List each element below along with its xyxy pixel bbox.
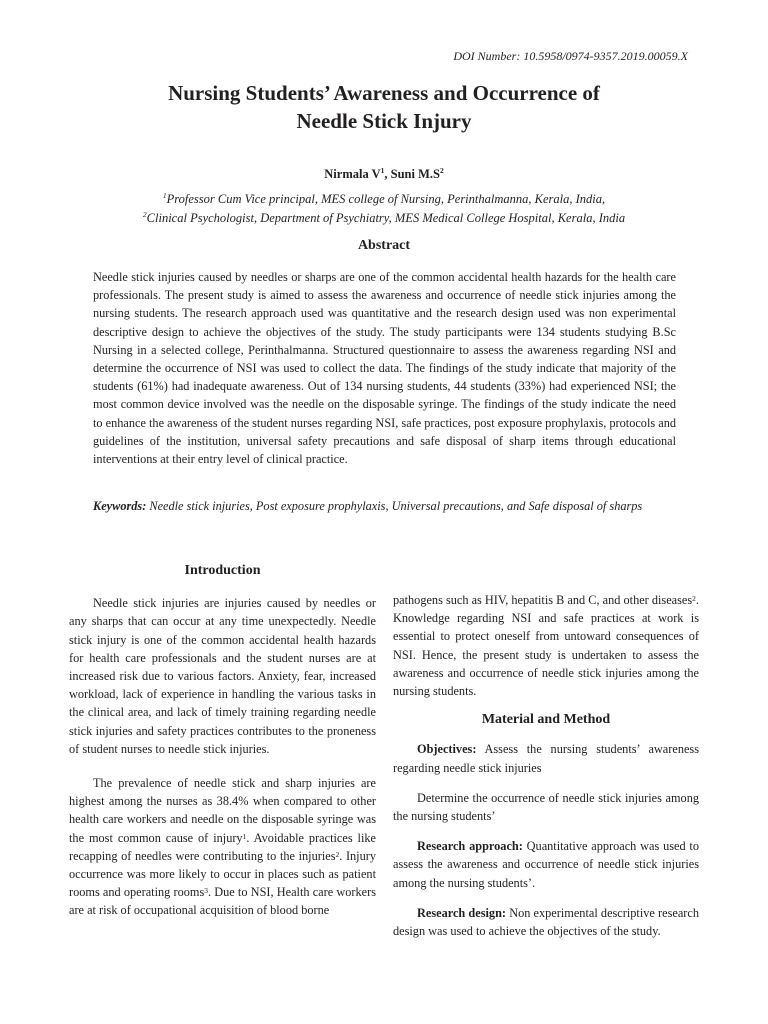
affiliation-1 xyxy=(0,192,768,207)
research-approach-paragraph xyxy=(393,837,699,892)
title-line-1: Nursing Students’ Awareness and Occurrence of xyxy=(168,81,600,105)
author-2: Suni M.S xyxy=(390,167,440,181)
affiliation-2-sup: 2 xyxy=(142,210,147,219)
ref-2: 2 xyxy=(335,849,340,859)
abstract-heading: Abstract xyxy=(357,238,411,253)
affiliation-2-text: Clinical Psychologist, Department of Psychiatry, MES Medical College Hospital, Kerala, India xyxy=(146,211,626,225)
ref-3: 3 xyxy=(204,886,208,896)
research-approach-text: Quantitative approach was used to assess the awareness and occurrence of needle stick injuries among the nursing students’. xyxy=(393,839,699,890)
research-design-text: Non experimental descriptive research design was used to achieve the objectives of the study. xyxy=(393,905,699,939)
objectives-paragraph xyxy=(393,740,699,776)
research-design-paragraph xyxy=(393,904,699,940)
authors xyxy=(0,167,768,182)
affiliation-1-text: Professor Cum Vice principal, MES college of Nursing, Perinthalmanna, Kerala, India, xyxy=(166,192,606,206)
author-1: Nirmala V xyxy=(324,167,381,181)
left-column xyxy=(69,562,376,920)
right-column xyxy=(393,591,699,940)
affiliation-2 xyxy=(0,211,768,226)
ref-1: 1 xyxy=(242,831,247,841)
objectives-label: Objectives: xyxy=(417,742,477,757)
introduction-heading: Introduction xyxy=(184,563,261,578)
intro-paragraph-2 xyxy=(69,774,376,920)
author-1-sup: 1 xyxy=(380,166,385,175)
author-separator: , xyxy=(384,167,391,181)
doi-number: DOI Number: 10.5958/0974-9357.2019.00059.X xyxy=(453,49,688,63)
intro-p2-part-d: . Due to NSI, Health care workers are at risk of occupational acquisition of blood borne xyxy=(69,885,376,918)
research-approach-label: Research approach: xyxy=(417,839,523,854)
affiliation-1-sup: 1 xyxy=(162,191,167,200)
keywords xyxy=(93,497,676,515)
paper-title xyxy=(0,79,768,135)
intro-p2-part-b: . Avoidable practices like recapping of needles were contributing to the injuries xyxy=(69,830,376,863)
material-method-heading: Material and Method xyxy=(481,712,611,728)
abstract-text: Needle stick injuries caused by needles or sharps are one of the common accidental health hazards for the health care professionals. The present study is aimed to assess the awareness and occurrence of needle stick injuries among the nursing students. The research approach used was quantitative and the research design used was non experimental descriptive design to achieve the objectives of the study. The study participants were 134 students studying B.Sc Nursing in a selected college, Perinthalmanna. Structured questionnaire to assess the awareness regarding NSI and determine the occurrence of NSI was used to collect the data. The findings of the study indicate that majority of the students (61%) had inadequate awareness. Out of 134 nursing students, 44 students (33%) had experienced NSI; the most common device involved was the needle on the disposable syringe. The findings of the study indicate the need to enhance the awareness of the student nurses regarding NSI, safe practices, post exposure prophylaxis, protocols and guidelines of the institution, universal safety precautions and safe disposal of sharp items through educational interventions at their entry level of clinical practice. xyxy=(93,270,676,467)
intro-continuation-a: pathogens such as HIV, hepatitis B and C, and other diseases xyxy=(393,593,693,607)
research-design-label: Research design: xyxy=(417,905,507,920)
intro-continuation xyxy=(393,591,699,700)
objectives-text: Assess the nursing students’ awareness regarding needle stick injuries xyxy=(393,742,699,775)
intro-p2-part-c: . Injury occurrence was more likely to occur in places such as patient rooms and operating rooms xyxy=(69,848,376,900)
author-2-sup: 2 xyxy=(439,166,444,175)
intro-p2-part-a: The prevalence of needle stick and sharp injuries are highest among the nurses as 38.4% when compared to other health care workers and needle on the disposable syringe was the most common cause of injury xyxy=(69,776,376,845)
intro-continuation-b: . Knowledge regarding NSI and safe practices at work is essential to protect oneself from untoward consequences of NSI. Hence, the present study is undertaken to assess the awareness and occurrence of needle stick injuries among the nursing students. xyxy=(393,593,699,699)
keywords-label: Keywords: xyxy=(93,499,147,513)
keywords-text: Needle stick injuries, Post exposure prophylaxis, Universal precautions, and Safe disposal of sharps xyxy=(149,499,643,513)
intro-paragraph-1: Needle stick injuries are injuries caused by needles or any sharps that can occur at any time unexpectedly. Needle stick injury is one of the common accidental health hazards for health care professionals and the student nurses are at increased risk due to various factors. Anxiety, fear, increased workload, lack of experience in handling the various tasks in the clinical area, and lack of timely training regarding needle stick injuries and safety practices contributes to the proneness of student nurses to needle stick injuries. xyxy=(69,596,376,756)
objective-2-paragraph: Determine the occurrence of needle stick injuries among the nursing students’ xyxy=(393,790,699,824)
ref-2b: 2 xyxy=(692,594,696,603)
title-line-2: Needle Stick Injury xyxy=(296,109,472,133)
